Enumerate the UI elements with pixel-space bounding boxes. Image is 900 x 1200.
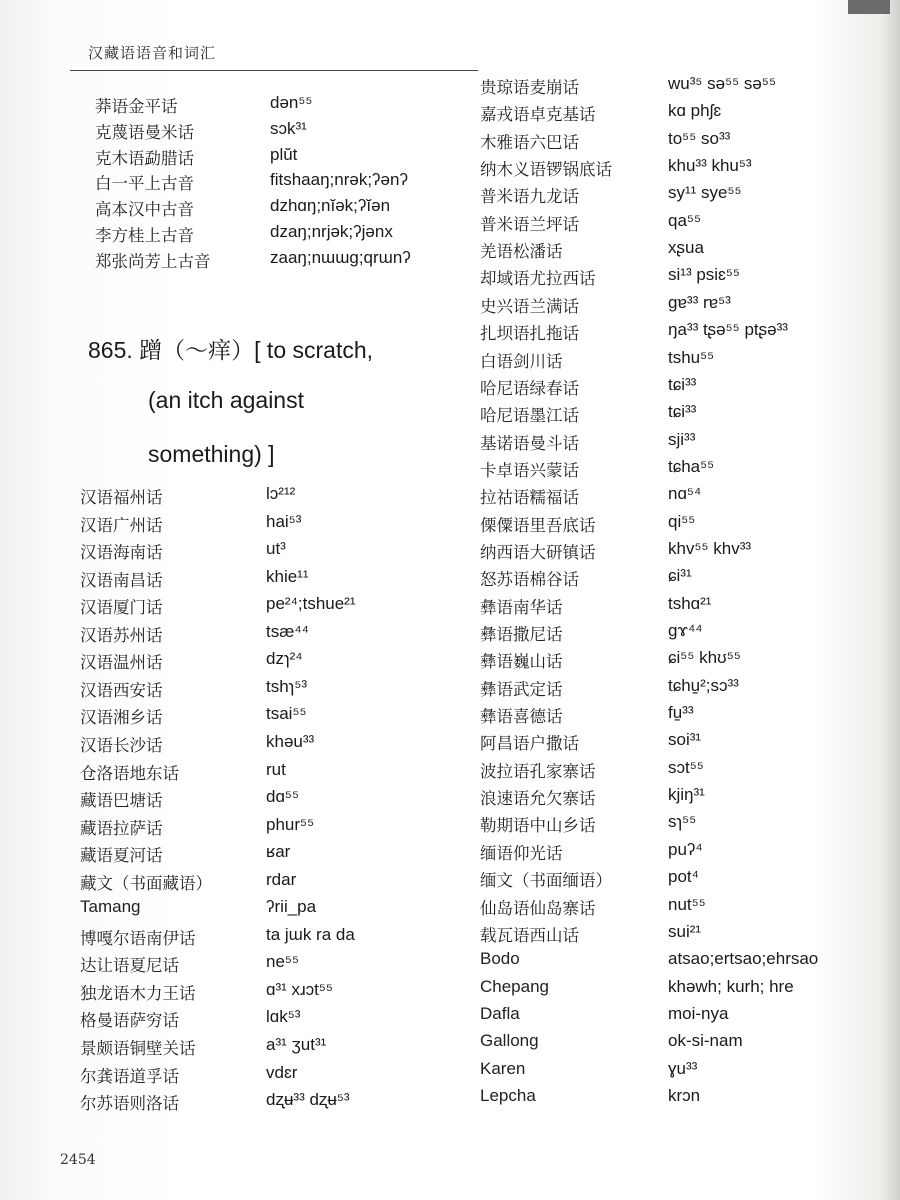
corner-mark <box>848 0 890 14</box>
word-form: sui²¹ <box>668 921 702 941</box>
language-name: 李方桂上古音 <box>95 226 194 245</box>
language-name: 莽语金平话 <box>95 97 178 116</box>
language-name: 波拉语孔家寨话 <box>480 761 596 781</box>
word-form: dʐʉ³³ dʐʉ⁵³ <box>266 1090 350 1110</box>
word-form: phur⁵⁵ <box>266 814 315 834</box>
language-name: 独龙语木力王话 <box>80 983 196 1003</box>
word-form: pe²⁴;tshue²¹ <box>266 594 356 614</box>
language-name: 彝语巍山话 <box>480 652 563 672</box>
language-name: 高本汉中古音 <box>95 200 194 220</box>
language-name: Karen <box>480 1058 526 1078</box>
word-form: khu³³ khu⁵³ <box>668 156 752 176</box>
word-form: atsao;ertsao;ehrsao <box>668 949 819 969</box>
language-name: 傈僳语里吾底话 <box>480 515 596 535</box>
language-name: 格曼语萨穷话 <box>80 1011 179 1031</box>
word-form: khv⁵⁵ khv³³ <box>668 538 752 558</box>
word-form: wu³⁵ sə⁵⁵ sə⁵⁵ <box>668 74 776 93</box>
word-form: sɔk³¹ <box>270 118 307 138</box>
language-name: 汉语广州话 <box>80 515 163 535</box>
word-form: dzhɑŋ;nĭək;ʔĭən <box>270 196 391 216</box>
word-form: zaaŋ;nɯɯɡ;qrɯnʔ <box>270 247 411 267</box>
language-name: 郑张尚芳上古音 <box>95 251 211 271</box>
language-name: 汉语温州话 <box>80 653 163 673</box>
language-name: 扎坝语扎拖话 <box>480 324 579 344</box>
word-form: soi³¹ <box>668 730 702 750</box>
word-form: ʁar <box>266 842 291 862</box>
word-form: ɡɐ³³ rɐ⁵³ <box>668 292 731 312</box>
language-name: 普米语兰坪话 <box>480 214 579 234</box>
language-name: 哈尼语墨江话 <box>480 406 579 426</box>
language-name: 缅语仰光话 <box>480 843 563 863</box>
language-name: 汉语西安话 <box>80 680 163 700</box>
language-name: Gallong <box>480 1031 539 1051</box>
word-form: ta jɯk ra da <box>266 924 355 944</box>
language-name: 汉语长沙话 <box>80 735 163 755</box>
language-name: 藏文（书面藏语） <box>80 873 212 893</box>
word-form: dɑ⁵⁵ <box>266 787 300 807</box>
language-name: 汉语福州话 <box>80 488 163 507</box>
language-name: 汉语南昌话 <box>80 570 163 590</box>
word-form: tshɿ⁵³ <box>266 676 308 696</box>
word-form: tɕha⁵⁵ <box>668 456 715 476</box>
running-head: 汉藏语语音和词汇 <box>88 44 217 62</box>
language-name: 彝语喜德话 <box>480 707 563 727</box>
word-form: ŋa³³ tʂə⁵⁵ ptʂə³³ <box>668 320 788 340</box>
word-form: rdar <box>266 869 297 889</box>
language-name: Bodo <box>480 949 520 969</box>
language-name: 彝语南华话 <box>480 597 563 617</box>
language-name: 史兴语兰满话 <box>480 296 579 316</box>
language-name: 白一平上古音 <box>95 174 194 194</box>
language-name: 载瓦语西山话 <box>480 925 579 945</box>
word-form: sy¹¹ sye⁵⁵ <box>668 183 742 203</box>
word-form: pot⁴ <box>668 867 699 887</box>
language-name: 基诺语曼斗话 <box>480 433 579 453</box>
language-name: Chepang <box>480 976 550 996</box>
word-form: hai⁵³ <box>266 511 302 531</box>
word-form: lɑk⁵³ <box>266 1007 301 1027</box>
language-name: 藏语夏河话 <box>80 846 163 866</box>
language-name: 尔苏语则洛话 <box>80 1094 179 1114</box>
word-form: ɡɤ⁴⁴ <box>668 621 703 640</box>
word-form: kjiŋ³¹ <box>668 785 705 805</box>
language-name: 普米语九龙话 <box>480 187 579 207</box>
language-name: 藏语巴塘话 <box>80 791 163 811</box>
language-name: 博嘎尔语南伊话 <box>80 928 196 948</box>
language-name: 藏语拉萨话 <box>80 818 163 838</box>
language-name: 景颇语铜壁关话 <box>80 1039 196 1058</box>
word-form: tshɑ²¹ <box>668 593 712 613</box>
language-name: 勒期语中山乡话 <box>480 816 596 836</box>
word-form: khəwh; kurh; hre <box>668 976 794 996</box>
language-name: 克木语勐腊话 <box>95 148 194 168</box>
language-name: Tamang <box>80 897 141 917</box>
language-name: 仙岛语仙岛寨话 <box>480 898 596 918</box>
word-form: tshu⁵⁵ <box>668 347 715 367</box>
word-form: qi⁵⁵ <box>668 511 696 531</box>
word-form: dzaŋ;nrjək;ʔjənx <box>270 222 393 241</box>
language-name: 拉祜语糯福话 <box>480 488 579 508</box>
word-form: tɕi³³ <box>668 402 697 422</box>
word-form: qa⁵⁵ <box>668 210 702 230</box>
word-form: sji³³ <box>668 429 696 449</box>
word-form: ut³ <box>266 539 286 559</box>
word-form: sɿ⁵⁵ <box>668 812 697 832</box>
language-name: 阿昌语户撒话 <box>480 734 579 754</box>
word-form: dzɿ²⁴ <box>266 649 303 669</box>
word-form: to⁵⁵ so³³ <box>668 128 731 148</box>
language-name: 白语剑川话 <box>480 351 563 371</box>
language-name: 嘉戎语卓克基话 <box>480 105 596 125</box>
language-name: 怒苏语棉谷话 <box>480 570 579 590</box>
page-edge-shadow <box>882 0 900 1200</box>
word-form: plŭt <box>270 144 298 164</box>
word-form: ɕi⁵⁵ khʊ⁵⁵ <box>668 648 741 668</box>
language-name: 木雅语六巴话 <box>480 132 579 152</box>
word-form: lɔ²¹² <box>266 484 296 503</box>
word-form: ɣu³³ <box>668 1058 698 1078</box>
word-form: ne⁵⁵ <box>266 952 300 972</box>
language-name: 汉语苏州话 <box>80 625 163 645</box>
word-form: fu̠³³ <box>668 703 694 723</box>
language-name: 卡卓语兴蒙话 <box>480 460 579 480</box>
language-name: 汉语厦门话 <box>80 598 163 618</box>
language-name: 羌语松潘话 <box>480 242 563 262</box>
word-form: xʂua <box>668 238 704 258</box>
language-name: 纳木义语锣锅底话 <box>480 160 612 180</box>
word-form: moi-nya <box>668 1003 729 1023</box>
language-name: Lepcha <box>480 1085 536 1105</box>
language-name: 克蔑语曼米话 <box>95 122 194 142</box>
word-form: nɑ⁵⁴ <box>668 484 702 504</box>
word-form: khəu³³ <box>266 731 315 751</box>
language-name: 哈尼语绿春话 <box>480 378 579 398</box>
word-form: ok-si-nam <box>668 1031 743 1051</box>
word-form: a³¹ ʒut³¹ <box>266 1035 327 1054</box>
entry-heading-line-1: 865. 蹭（～痒）[ to scratch, <box>88 337 374 363</box>
word-form: tɕhu̠²;sɔ³³ <box>668 675 739 695</box>
word-form: si¹³ psiɛ⁵⁵ <box>668 265 740 285</box>
word-form: ʔrii_pa <box>266 897 317 917</box>
word-form: puʔ⁴ <box>668 839 703 859</box>
word-form: ɕi³¹ <box>668 566 692 586</box>
word-form: nut⁵⁵ <box>668 894 706 914</box>
header-rule <box>70 70 478 71</box>
word-form: fitshaaŋ;nrək;ʔənʔ <box>270 170 408 190</box>
language-name: 汉语湘乡话 <box>80 708 163 728</box>
language-name: 达让语夏尼话 <box>80 956 179 976</box>
language-name: 彝语撒尼话 <box>480 625 563 644</box>
entry-heading-line-3: something) ] <box>148 441 275 467</box>
word-form: sɔt⁵⁵ <box>668 757 704 777</box>
language-name: 浪速语允欠寨话 <box>480 789 596 809</box>
word-form: vdɛr <box>266 1062 298 1082</box>
language-name: 纳西语大研镇话 <box>480 542 596 562</box>
page-number: 2454 <box>60 1152 96 1168</box>
word-form: rut <box>266 759 286 779</box>
word-form: krɔn <box>668 1085 701 1105</box>
word-form: tsæ⁴⁴ <box>266 621 309 641</box>
language-name: 尔龚语道孚话 <box>80 1066 179 1086</box>
language-name: 却域语尤拉西话 <box>480 269 596 289</box>
language-name: 缅文（书面缅语） <box>480 871 612 891</box>
word-form: khie¹¹ <box>266 566 309 586</box>
word-form: tɕi³³ <box>668 374 697 394</box>
entry-heading-line-2: (an itch against <box>148 387 304 413</box>
language-name: Dafla <box>480 1003 520 1023</box>
word-form: ɑ³¹ xɹɔt⁵⁵ <box>266 979 333 999</box>
language-name: 汉语海南话 <box>80 543 163 563</box>
word-form: tsai⁵⁵ <box>266 704 307 724</box>
language-name: 彝语武定话 <box>480 679 563 699</box>
language-name: 仓洛语地东话 <box>80 763 179 783</box>
language-name: 贵琼语麦崩话 <box>480 78 579 97</box>
word-form: dən⁵⁵ <box>270 93 313 112</box>
word-form: kɑ phʃɛ <box>668 101 722 121</box>
